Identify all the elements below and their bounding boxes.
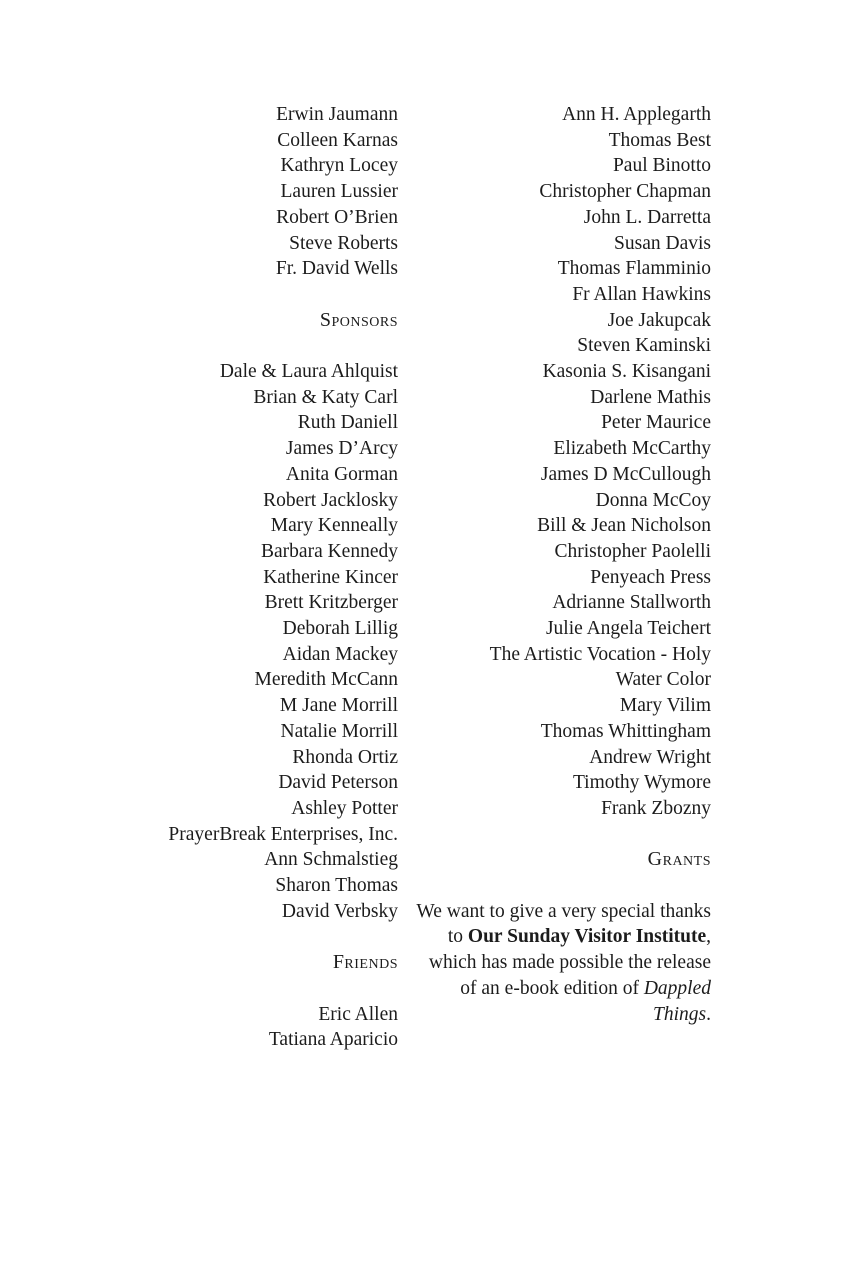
list-item: Christopher Paolelli [554,540,711,562]
list-item: Rhonda Ortiz [292,746,398,768]
spacer [68,282,398,308]
list-item: Joe Jakupcak [607,309,711,331]
sponsors-heading: Sponsors [319,308,398,331]
right-column [411,102,711,1027]
list-item: Peter Maurice [601,412,711,434]
grants-paragraph [411,899,711,1028]
list-item: Meredith McCann [254,669,398,691]
list-item: David Peterson [278,772,398,794]
list-item: PrayerBreak Enterprises, Inc. [168,823,398,845]
friends-continued-list [411,102,711,822]
spacer [68,976,398,1002]
spacer [411,822,711,848]
list-item: Ruth Daniell [297,412,398,434]
spacer [68,333,398,359]
list-item: Kathryn Locey [280,155,398,177]
list-item: Ann H. Applegarth [562,104,711,125]
list-item: Penyeach Press [590,566,711,588]
spacer [411,873,711,899]
list-item: Natalie Morrill [280,720,398,742]
spacer [68,924,398,950]
list-item: Water Color [615,669,711,691]
list-item: John L. Darretta [583,206,711,228]
list-item: Paul Binotto [612,155,711,177]
list-item: Lauren Lussier [280,181,398,203]
grants-text-part2: , which has made possible the release of an e-book edition of [428,926,711,999]
list-item: Timothy Wymore [572,772,711,794]
list-item: Eric Allen [318,1003,398,1025]
list-item: David Verbsky [281,900,398,922]
list-item: The Artistic Vocation - Holy [489,643,711,665]
list-item: Anita Gorman [285,463,398,485]
list-item: Andrew Wright [589,746,711,768]
list-item: Erwin Jaumann [276,104,398,125]
top-names-list [68,102,398,282]
friends-list [68,1002,398,1053]
list-item: Steven Kaminski [577,335,711,357]
list-item: Frank Zbozny [601,797,711,819]
list-item: Mary Vilim [619,695,711,717]
grants-sponsor-name: Our Sunday Visitor Institute [467,926,707,948]
list-item: Brian & Katy Carl [253,386,398,408]
list-item: Donna McCoy [595,489,711,511]
left-column [68,102,398,1053]
list-item: Kasonia S. Kisangani [542,361,711,383]
list-item: Sharon Thomas [275,875,398,897]
list-item: Bill & Jean Nicholson [537,515,711,537]
list-item: James D’Arcy [285,438,398,460]
list-item: Fr. David Wells [275,258,398,280]
list-item: Susan Davis [614,232,711,254]
list-item: Adrianne Stallworth [552,592,711,614]
list-item: Dale & Laura Ahlquist [219,361,398,382]
list-item: Steve Roberts [289,232,398,254]
list-item: Deborah Lillig [282,618,398,640]
list-item: Katherine Kincer [263,566,398,588]
list-item: Brett Kritzberger [264,592,398,614]
list-item: Tatiana Aparicio [268,1029,398,1051]
list-item: Robert Jacklosky [263,489,398,511]
grants-heading: Grants [647,848,711,871]
list-item: Thomas Flamminio [557,258,711,280]
friends-heading: Friends [332,951,398,974]
grants-text-part3: . [706,1003,711,1025]
magazine-title: Dappled Things [643,977,711,1025]
list-item: James D McCullough [540,463,711,485]
list-item: Mary Kenneally [270,515,398,537]
list-item: Darlene Mathis [590,386,711,408]
list-item: Colleen Karnas [277,129,398,151]
list-item: Elizabeth McCarthy [553,438,711,460]
sponsors-list [68,359,398,924]
list-item: Julie Angela Teichert [545,618,711,640]
list-item: Barbara Kennedy [261,540,398,562]
list-item: Thomas Whittingham [540,720,711,742]
list-item: Aidan Mackey [282,643,398,665]
list-item: Ann Schmalstieg [264,849,398,871]
list-item: M Jane Morrill [279,695,398,717]
list-item: Ashley Potter [291,797,398,819]
grants-text-part1: We want to give a very special thanks to [416,900,711,948]
list-item: Thomas Best [608,129,711,151]
list-item: Christopher Chapman [539,181,711,203]
list-item: Robert O’Brien [276,206,398,228]
list-item: Fr Allan Hawkins [572,283,711,305]
